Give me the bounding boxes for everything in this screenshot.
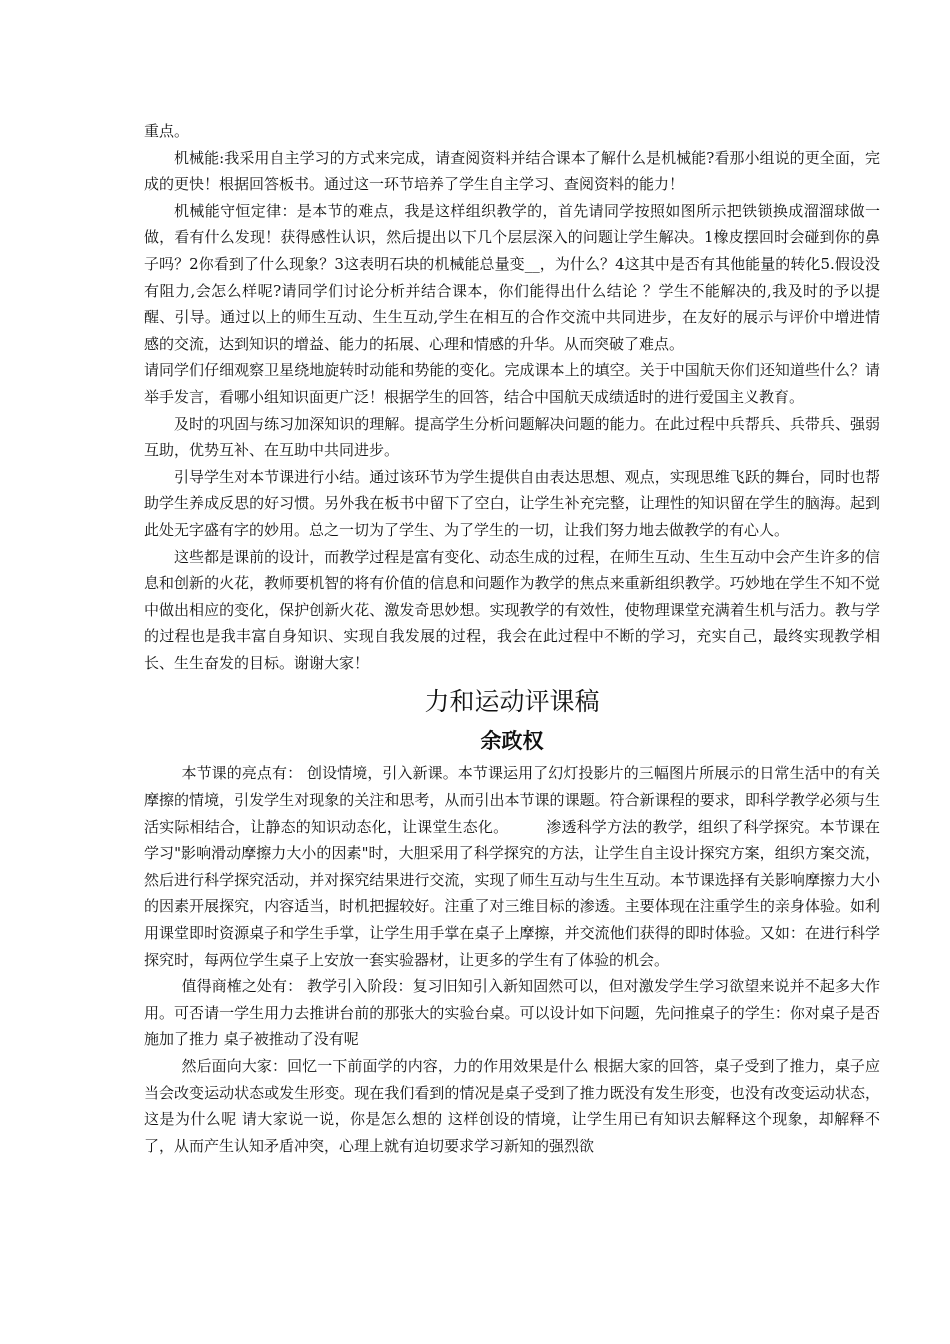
document-page — [144, 118, 880, 1159]
paragraph-discussion: 值得商榷之处有： 教学引入阶段：复习旧知引入新知固然可以，但对激发学生学习欲望来说并不起多大作用。可否请一学生用力去推讲台前的那张大的实验台桌。可以设计如下问题，先问推桌子的学生：你对桌子是否施加了推力 桌子被推动了没有呢 — [144, 977, 880, 1049]
author-name: 余政权 — [480, 729, 544, 754]
paragraph-closing: 这些都是课前的设计，而教学过程是富有变化、动态生成的过程，在师生互动、生生互动中会产生许多的信息和创新的火花，教师要机智的将有价值的信息和问题作为教学的焦点来重新组织教学。巧妙地在学生不知不觉中做出相应的变化，保护创新火花、激发奇思妙想。实现教学的有效性，使物理课堂充满着生机与活力。教与学的过程也是我丰富自身知识、实现自我发展的过程，我会在此过程中不断的学习，充实自己，最终实现教学相长、生生奋发的目标。谢谢大家！ — [144, 547, 880, 672]
paragraph-mechanical-energy: 机械能:我采用自主学习的方式来完成，请查阅资料并结合课本了解什么是机械能?看那小组说的更全面，完成的更快！根据回答板书。通过这一环节培养了学生自主学习、查阅资料的能力！ — [144, 148, 880, 194]
paragraph-practice: 及时的巩固与练习加深知识的理解。提高学生分析问题解决问题的能力。在此过程中兵帮兵、兵带兵、强弱互助，优势互补、在互助中共同进步。 — [144, 414, 880, 460]
paragraph-ending: 重点。 — [144, 122, 190, 140]
paragraph-highlights: 本节课的亮点有： 创设情境，引入新课。本节课运用了幻灯投影片的三幅图片所展示的日常生活中的有关摩擦的情境，引发学生对现象的关注和思考，从而引出本节课的课题。符合新课程的要求，即科学教学必须与生活实际相结合，让静态的知识动态化，让课堂生态化。 渗透科学方法的教学，组织了科学探究。本节课在学习"影响滑动摩擦力大小的因素"时，大胆采用了科学探究的方法，让学生自主设计探究方案，组织方案交流，然后进行科学探究活动，并对探究结果进行交流，实现了师生互动与生生互动。本节课选择有关影响摩擦力大小的因素开展探究，内容适当，时机把握较好。注重了对三维目标的渗透。主要体现在注重学生的亲身体验。如利用课堂即时资源桌子和学生手掌，让学生用手掌在桌子上摩擦，并交流他们获得的即时体验。又如：在进行科学探究时，每两位学生桌子上安放一套实验器材，让更多的学生有了体验的机会。 — [144, 764, 880, 969]
paragraph-satellite: 请同学们仔细观察卫星绕地旋转时动能和势能的变化。完成课本上的填空。关于中国航天你们还知道些什么？请举手发言，看哪小组知识面更广泛！根据学生的回答，结合中国航天成绩适时的进行爱国主义教育。 — [144, 361, 880, 406]
paragraph-summary: 引导学生对本节课进行小结。通过该环节为学生提供自由表达思想、观点，实现思维飞跃的舞台，同时也帮助学生养成反思的好习惯。另外我在板书中留下了空白，让学生补充完整，让理性的知识留在学生的脑海。起到此处无字盛有字的妙用。总之一切为了学生、为了学生的一切，让我们努力地去做教学的有心人。 — [144, 467, 880, 539]
document-title: 力和运动评课稿 — [424, 687, 600, 717]
paragraph-conservation-law: 机械能守恒定律：是本节的难点，我是这样组织教学的，首先请同学按照如图所示把铁锁换成溜溜球做一做，看有什么发现！获得感性认识，然后提出以下几个层层深入的问题让学生解决。1橡皮摆回时会碰到你的鼻子吗？2你看到了什么现象？3这表明石块的机械能总量变__，为什么？4这其中是否有其他能量的转化5.假设没有阻力,会怎么样呢?请同学们讨论分析并结合课本，你们能得出什么结论 ？学生不能解决的,我及时的予以提醒、引导。通过以上的师生互动、生生互动,学生在相互的合作交流中共同进步，在友好的展示与评价中增进情感的交流，达到知识的增益、能力的拓展、心理和情感的升华。从而突破了难点。 — [144, 201, 880, 353]
paragraph-follow-up: 然后面向大家：回忆一下前面学的内容，力的作用效果是什么 根据大家的回答，桌子受到了推力，桌子应当会改变运动状态或发生形变。现在我们看到的情况是桌子受到了推力既没有发生形变，也没有改变运动状态，这是为什么呢 请大家说一说，你是怎么想的 这样创设的情境，让学生用已有知识去解释这个现象，却解释不了，从而产生认知矛盾冲突，心理上就有迫切要求学习新知的强烈欲 — [144, 1057, 880, 1155]
